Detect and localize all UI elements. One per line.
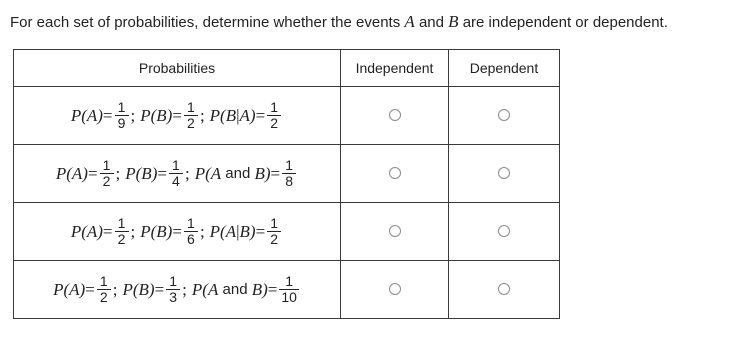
header-probabilities: Probabilities bbox=[14, 50, 341, 87]
header-dependent: Dependent bbox=[449, 50, 560, 87]
table-row bbox=[14, 145, 560, 203]
fraction: $\frac{1}{10}$ bbox=[281, 273, 297, 305]
header-independent: Independent bbox=[341, 50, 449, 87]
probabilities-cell bbox=[14, 203, 341, 261]
probabilities-cell bbox=[14, 145, 341, 203]
independent-cell bbox=[341, 261, 449, 319]
fraction: $\frac{1}{8}$ bbox=[282, 158, 296, 189]
table-row bbox=[14, 261, 560, 319]
fraction: $\frac{1}{3}$ bbox=[166, 274, 180, 305]
dependent-radio[interactable] bbox=[498, 167, 510, 179]
fraction: $\frac{1}{2}$ bbox=[100, 158, 114, 189]
fraction: $\frac{1}{4}$ bbox=[169, 158, 183, 189]
fraction: $\frac{1}{2}$ bbox=[97, 274, 111, 305]
dependent-radio[interactable] bbox=[498, 283, 510, 295]
independent-cell bbox=[341, 203, 449, 261]
fraction: $\frac{1}{2}$ bbox=[184, 100, 198, 131]
probabilities-cell bbox=[14, 87, 341, 145]
probabilities-cell bbox=[14, 261, 341, 319]
header-row bbox=[14, 50, 560, 87]
math-expression: P(A) = $\frac{1}{2}$ ; P(B) = $\frac{1}{3}$ ; P(A and B) = $\frac{1}{10}$ bbox=[53, 273, 297, 305]
fraction: $\frac{1}{2}$ bbox=[115, 216, 129, 247]
independent-radio[interactable] bbox=[389, 283, 401, 295]
table-row bbox=[14, 87, 560, 145]
variable-b: B bbox=[448, 12, 459, 31]
dependent-cell bbox=[449, 261, 560, 319]
fraction: $\frac{1}{9}$ bbox=[115, 100, 129, 131]
instruction-text: For each set of probabilities, determine whether the events A and B are independent or dependent. bbox=[10, 12, 668, 31]
table-row bbox=[14, 203, 560, 261]
math-expression: P(A) = $\frac{1}{2}$ ; P(B) = $\frac{1}{6}$ ; P(A | B) = $\frac{1}{2}$ bbox=[71, 216, 283, 247]
math-expression: P(A) = $\frac{1}{9}$ ; P(B) = $\frac{1}{2}$ ; P(B | A) = $\frac{1}{2}$ bbox=[71, 100, 283, 131]
dependent-cell bbox=[449, 145, 560, 203]
independent-cell bbox=[341, 87, 449, 145]
dependent-cell bbox=[449, 203, 560, 261]
dependent-radio[interactable] bbox=[498, 225, 510, 237]
independent-cell bbox=[341, 145, 449, 203]
fraction: $\frac{1}{6}$ bbox=[184, 216, 198, 247]
variable-a: A bbox=[404, 12, 415, 31]
fraction: $\frac{1}{2}$ bbox=[267, 216, 281, 247]
fraction: $\frac{1}{2}$ bbox=[267, 100, 281, 131]
dependent-cell bbox=[449, 87, 560, 145]
math-expression: P(A) = $\frac{1}{2}$ ; P(B) = $\frac{1}{4}$ ; P(A and B) = $\frac{1}{8}$ bbox=[56, 158, 298, 189]
probability-table bbox=[13, 49, 560, 319]
independent-radio[interactable] bbox=[389, 225, 401, 237]
dependent-radio[interactable] bbox=[498, 109, 510, 121]
independent-radio[interactable] bbox=[389, 167, 401, 179]
independent-radio[interactable] bbox=[389, 109, 401, 121]
